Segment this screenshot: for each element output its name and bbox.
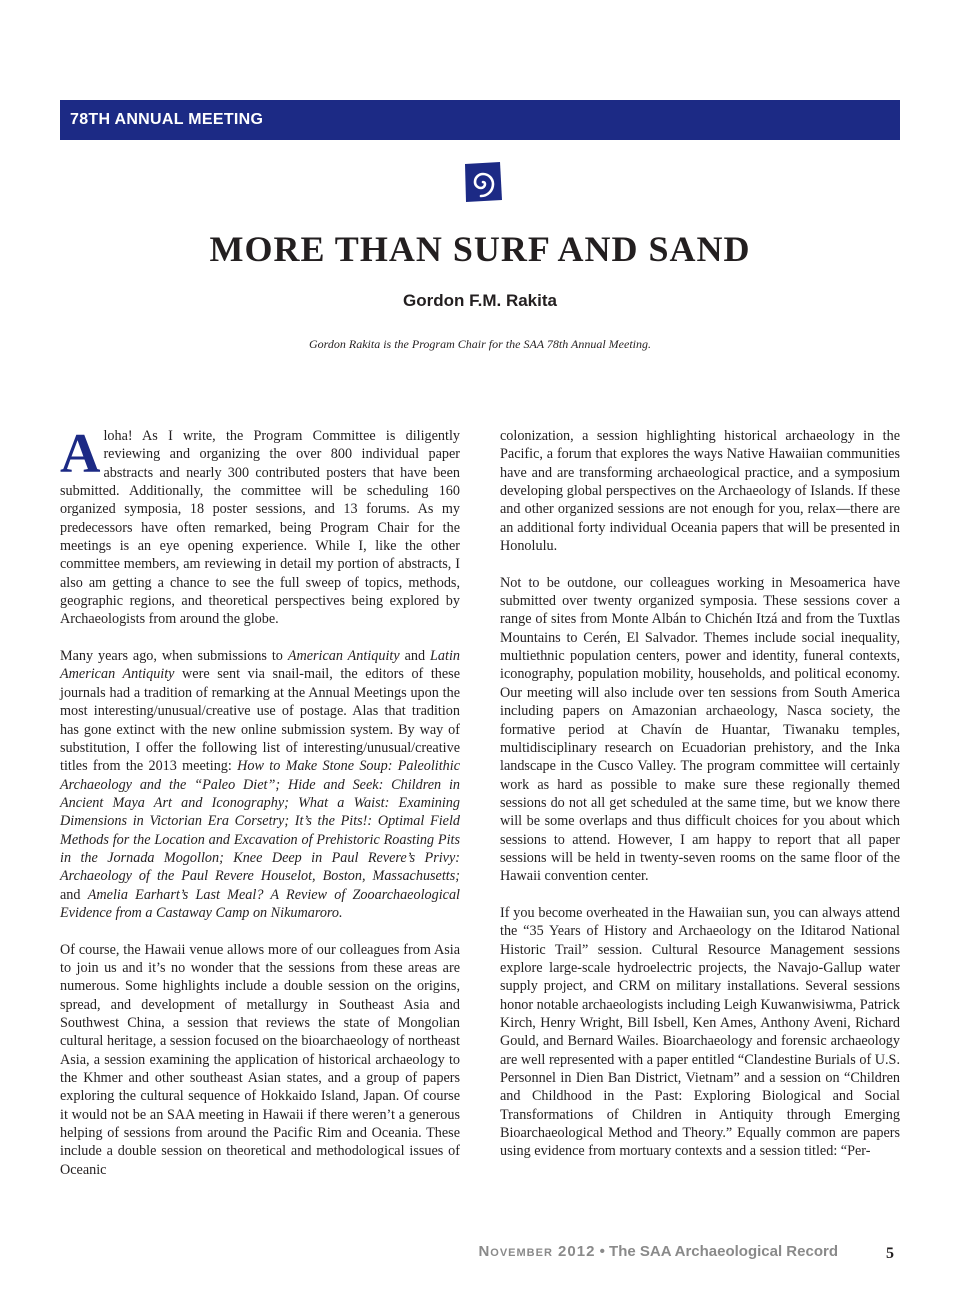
paragraph-2: Many years ago, when submissions to American Antiquity and Latin American Antiquity were sent via snail-mail, the editors of these journals had a tradition of remarking at the Annual Meetings upon the most interesting/unusual/creative use of postage. Alas that tradition has gone extinct with the new online submission system. By way of substitution, I offer the following list of interesting/unusual/creative titles from the 2013 meeting: How to Make Stone Soup: Paleolithic Archaeology and the “Paleo Diet”; Hide and Seek: Children in Ancient Maya Art and Iconography; What a Waist: Examining Dimensions in Victorian Era Corsetry; It’s the Pits!: Optimal Field Methods for the Location and Excavation of Prehistoric Roasting Pits in the Jornada Mogollon; Knee Deep in Paul Revere’s Privy: Archaeology of the Paul Revere Houselot, Boston, Massachusetts; and Amelia Earhart’s Last Meal? A Review of Zooarchaeological Evidence from a Castaway Camp on Nikumaroro. (60, 648, 461, 921)
paragraph-1: Aloha! As I write, the Program Committee is diligently reviewing and organizing the over 800 individual paper abstracts and nearly 300 contributed posters that have been submitted. Additionally, the committee will be scheduling 160 organized symposia, 18 poster sessions, and 13 forums. As my predecessors have often remarked, being Program Chair for the meetings is an eye opening experience. While I, like the other committee members, am reviewing in detail my portion of abstracts, I also am getting a chance to see the full sweep of topics, methods, geographic regions, and theoretical perspectives being explored by Archaeologists from around the globe. (60, 423, 460, 628)
page-number: 5 (886, 1245, 894, 1262)
section-banner (60, 100, 900, 140)
article-author: Gordon F.M. Rakita (403, 291, 557, 310)
column-right (500, 427, 900, 1179)
author-bio: Gordon Rakita is the Program Chair for the SAA 78th Annual Meeting. (309, 337, 651, 351)
footer-publication: The SAA Archaeological Record (609, 1243, 838, 1260)
spiral-logo-icon (462, 160, 504, 204)
footer-date: November 2012 (478, 1243, 596, 1260)
footer-separator: • (599, 1243, 605, 1260)
paragraph-4: colonization, a session highlighting historical archaeology in the Pacific, a forum that explores the ways Native Hawaiian communities have and are transforming archaeological practice, and a symposium developing global perspectives on the Archaeology of Islands. If these and other organized sessions are not enough for you, relax—there are an additional forty individual Oceania papers that will be presented in Honolulu. (500, 428, 900, 555)
drop-cap: A (60, 423, 101, 485)
paragraph-5: Not to be outdone, our colleagues working in Mesoamerica have submitted over twenty organized symposia. These sessions cover a range of sites from Monte Albán to Chichén Itzá and from the Tuxtlas Mountains to Cerén, El Salvador. Themes include social inequality, multiethnic population centers, power and identity, funeral contexts, iconography, population mobility, households, and political economy. Our meeting will also include over ten sessions from South America including papers on Amazonian archaeology, Nasca society, the formative period at Chavín de Huantar, Tiwanaku temples, multidisciplinary research on Ecuadorian prehistory, and the Inka landscape in the Cusco Valley. The program committee will certainly work as hard as possible to make sure these regionally themed sessions do not all get scheduled at the same time, but we know there will be some overlaps and thus difficult choices for you about which sessions to attend. However, I am happy to report that all paper sessions will be held in twenty-seven rooms on the same floor of the Hawaii convention center. (500, 574, 900, 885)
column-left (60, 423, 461, 1197)
page-footer (478, 1243, 838, 1260)
paragraph-6: If you become overheated in the Hawaiian sun, you can always attend the “35 Years of History and Archaeology on the Iditarod National Historic Trail” session. Cultural Resource Management sessions explore large-scale hydroelectric projects, the Navajo-Gallup water supply project, and CRM on military installations. Several sessions honor notable archaeologists including Leigh Kuwanwisiwma, Patrick Kirch, Henry Wright, Bill Isbell, Ken Ames, Anthony Aveni, Richard Gould, and Bernard Wailes. Bioarchaeology and forensic archaeology are well represented with a paper entitled “Clandestine Burials of U.S. Personnel in Dien Ban District, Vietnam” and a session on “Children and Childhood in the Past: Exploring Biological and Social Transformations of Children in Antiquity through Emerging Bioarchaeological Method and Theory.” Equally common are papers using evidence from mortuary contexts and a session titled: “Per- (500, 904, 900, 1160)
article-title: MORE THAN SURF AND SAND (209, 229, 751, 269)
paragraph-3: Of course, the Hawaii venue allows more of our colleagues from Asia to join us and it’s no wonder that the sessions from these areas are numerous. Some highlights include a double session on the origins, spread, and development of metallurgy in Southeast Asia and Southwest China, a session that reviews the state of Mongolian cultural heritage, a session focused on the bioarchaeology of northeast Asia, a session examining the application of historical archaeology to the Khmer and other southeast Asian states, and a group of papers exploring the cultural sequence of Hokkaido Island, Japan. Of course it would not be an SAA meeting in Hawaii if there weren’t a generous helping of sessions from around the Pacific Rim and Oceania. These include a double session on theoretical and methodological issues of Oceanic (60, 941, 460, 1178)
section-banner-label: 78TH ANNUAL MEETING (70, 111, 264, 128)
